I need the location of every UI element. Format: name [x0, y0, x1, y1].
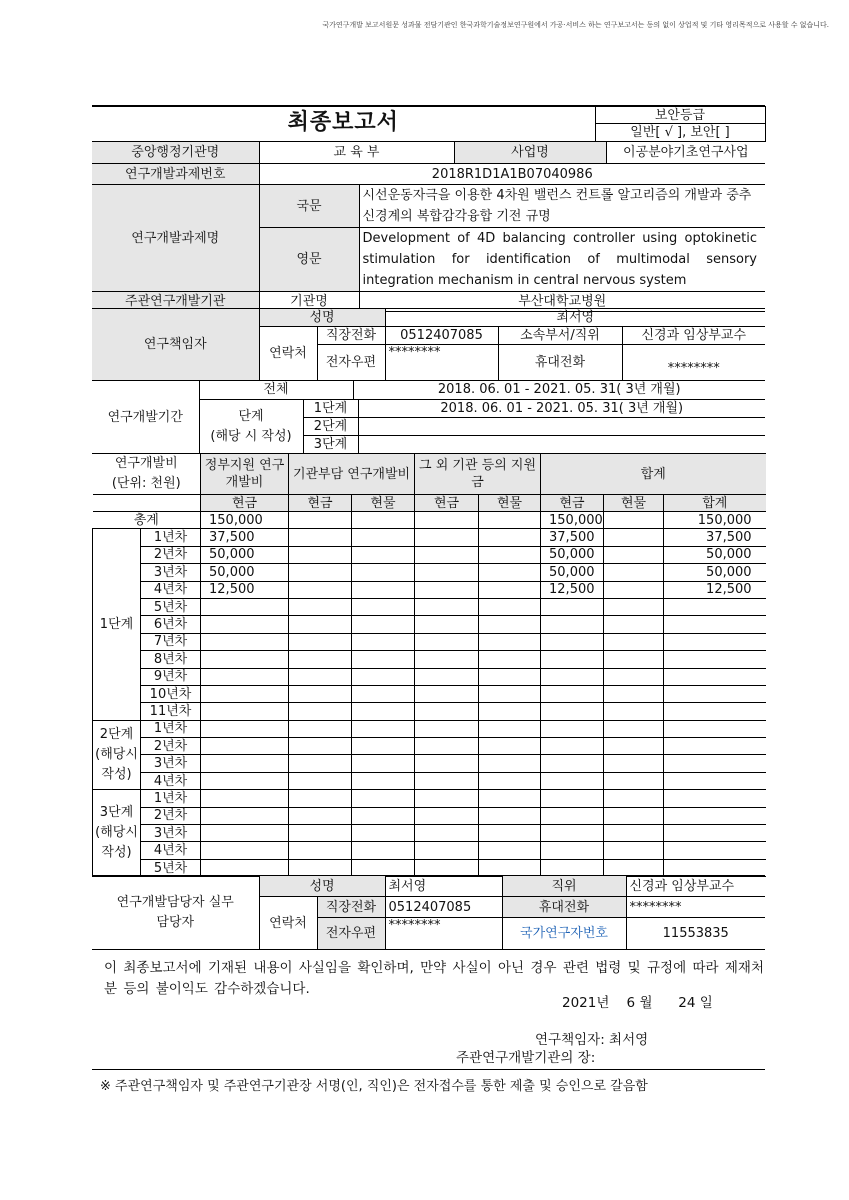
budget-cell [604, 790, 664, 807]
budget-year-label: 7년차 [141, 633, 201, 650]
budget-cell [479, 738, 541, 755]
period-stage-note: (해당 시 작성) [210, 428, 292, 444]
budget-cell [289, 755, 352, 772]
budget-cell [415, 546, 479, 563]
budget-year-label: 1년차 [141, 529, 201, 546]
copyright-notice: 국가연구개발 보고서원문 성과물 전담기관인 한국과학기술정보연구원에서 가공·서비스 하는 연구보고서는 동의 없이 상업적 및 기타 영리목적으로 사용할 수 없습니다. [322, 21, 829, 29]
period-stage-3-value [358, 436, 765, 454]
budget-year-label: 3년차 [141, 564, 201, 581]
budget-cell [664, 807, 766, 824]
budget-cell [541, 825, 604, 842]
eng-label: 영문 [259, 228, 359, 292]
budget-cell [664, 633, 766, 650]
budget-cell [201, 668, 289, 685]
budget-year-label: 3년차 [141, 825, 201, 842]
budget-year-label: 3년차 [141, 755, 201, 772]
budget-cell [479, 755, 541, 772]
staff-researcher-no-label: 국가연구자번호 [502, 918, 626, 950]
budget-cell [289, 825, 352, 842]
budget-org-cash: 현금 [289, 495, 352, 512]
budget-cell [479, 512, 541, 529]
budget-cell [541, 668, 604, 685]
budget-cell [415, 755, 479, 772]
budget-cell [604, 685, 664, 702]
org-name-value: 부산대학교병원 [359, 292, 765, 312]
budget-cell [352, 651, 415, 668]
budget-col-other: 그 외 기관 등의 지원금 [415, 454, 541, 495]
budget-cell: 150,000 [201, 512, 289, 529]
budget-cell [352, 772, 415, 789]
budget-cell [289, 738, 352, 755]
budget-cell [415, 668, 479, 685]
staff-position-label: 직위 [502, 876, 626, 897]
budget-table [92, 453, 766, 877]
program-value: 이공분야기초연구사업 [606, 142, 765, 164]
budget-cell [604, 581, 664, 598]
budget-year-label: 4년차 [141, 842, 201, 859]
budget-total-label: 총계 [93, 512, 201, 529]
budget-stage2-label: 2단계 (해당시 작성) [93, 720, 141, 790]
budget-cell [664, 755, 766, 772]
budget-cell [289, 529, 352, 546]
budget-cell [352, 633, 415, 650]
budget-cell [604, 616, 664, 633]
budget-cell: 150,000 [541, 512, 604, 529]
org-name-label: 기관명 [259, 292, 359, 312]
budget-cell [664, 842, 766, 859]
budget-cell [604, 842, 664, 859]
budget-cell [352, 703, 415, 720]
budget-cell [604, 564, 664, 581]
budget-cell [415, 651, 479, 668]
signature-head: 주관연구개발기관의 장: [456, 1050, 596, 1066]
budget-cell [541, 790, 604, 807]
budget-cell [289, 703, 352, 720]
signature-pi: 연구책임자: 최서영 [535, 1032, 649, 1048]
budget-other-kind: 현물 [479, 495, 541, 512]
budget-cell [604, 668, 664, 685]
budget-cell [289, 598, 352, 615]
budget-cell [604, 738, 664, 755]
budget-cell [352, 512, 415, 529]
bottom-rule [92, 1069, 765, 1070]
budget-year-label: 1년차 [141, 790, 201, 807]
budget-col-org: 기관부담 연구개발비 [289, 454, 415, 495]
pi-label: 연구책임자 [92, 309, 259, 381]
budget-cell [604, 529, 664, 546]
staff-label: 연구개발담당자 실무담당자 [92, 876, 259, 950]
budget-year-label: 4년차 [141, 581, 201, 598]
budget-cell [352, 807, 415, 824]
staff-researcher-no-value: 11553835 [626, 918, 765, 950]
kor-title: 시선운동자극을 이용한 4차원 밸런스 컨트롤 알고리즘의 개발과 중추신경계의 복합감각융합 기전 규명 [359, 185, 765, 228]
budget-cell [479, 842, 541, 859]
budget-cell [664, 720, 766, 737]
budget-cell [604, 633, 664, 650]
budget-cell [415, 581, 479, 598]
budget-cell [289, 685, 352, 702]
info-table [92, 141, 765, 312]
budget-year-label: 9년차 [141, 668, 201, 685]
budget-cell [541, 703, 604, 720]
budget-cell [201, 825, 289, 842]
budget-cell [479, 720, 541, 737]
budget-cell [415, 738, 479, 755]
budget-cell [289, 616, 352, 633]
budget-year-label: 11년차 [141, 703, 201, 720]
budget-cell [415, 790, 479, 807]
period-stage-1-label: 1단계 [303, 400, 358, 418]
budget-cell [415, 529, 479, 546]
budget-cell [201, 720, 289, 737]
budget-year-label: 2년차 [141, 546, 201, 563]
budget-cell [604, 807, 664, 824]
budget-cell [479, 651, 541, 668]
budget-cell [604, 755, 664, 772]
budget-cell [289, 546, 352, 563]
budget-cell [541, 651, 604, 668]
budget-cell [201, 703, 289, 720]
agency-label: 중앙행정기관명 [92, 142, 259, 164]
security-value: 일반[ √ ], 보안[ ] [595, 124, 765, 142]
report-title: 최종보고서 [92, 107, 595, 142]
budget-col-gov: 정부지원 연구개발비 [201, 454, 289, 495]
budget-cell [201, 598, 289, 615]
budget-cell [479, 546, 541, 563]
period-stage-3-label: 3단계 [303, 436, 358, 454]
budget-cell [664, 598, 766, 615]
budget-cell [664, 790, 766, 807]
budget-cell: 50,000 [664, 546, 766, 563]
budget-cell [604, 720, 664, 737]
budget-cell [201, 842, 289, 859]
staff-work-phone-label: 직장전화 [317, 897, 385, 918]
budget-org-kind: 현물 [352, 495, 415, 512]
budget-cell [479, 772, 541, 789]
budget-cell: 50,000 [541, 546, 604, 563]
staff-contact-label: 연락처 [259, 897, 317, 950]
budget-cell [201, 616, 289, 633]
budget-cell: 50,000 [201, 546, 289, 563]
budget-cell [479, 807, 541, 824]
pi-name-value: 최서영 [385, 309, 765, 327]
budget-cell [415, 633, 479, 650]
budget-year-label: 6년차 [141, 616, 201, 633]
budget-year-label: 1년차 [141, 720, 201, 737]
budget-cell [289, 581, 352, 598]
budget-cell [415, 842, 479, 859]
period-stage-1-value: 2018. 06. 01 - 2021. 05. 31( 3년 개월) [358, 400, 765, 418]
budget-cell [201, 807, 289, 824]
pi-name-label: 성명 [259, 309, 385, 327]
pi-work-phone-label: 직장전화 [317, 327, 385, 345]
budget-cell [289, 720, 352, 737]
budget-cell [479, 703, 541, 720]
budget-cell [415, 598, 479, 615]
budget-cell [479, 825, 541, 842]
budget-cell [541, 685, 604, 702]
pi-work-phone-value: 0512407085 [385, 327, 498, 345]
budget-cell [664, 651, 766, 668]
budget-cell [415, 512, 479, 529]
budget-cell [201, 633, 289, 650]
agency-value: 교 육 부 [259, 142, 454, 164]
budget-cell [541, 720, 604, 737]
period-label: 연구개발기간 [92, 381, 199, 454]
staff-work-phone-value: 0512407085 [385, 897, 502, 918]
declaration-text: 이 최종보고서에 기재된 내용이 사실임을 확인하며, 만약 사실이 아닌 경우 관련 법령 및 규정에 따라 제재처분 등의 불이익도 감수하겠습니다. [104, 960, 764, 997]
budget-cell [664, 668, 766, 685]
budget-cell [479, 685, 541, 702]
budget-gov-cash: 현금 [201, 495, 289, 512]
budget-cell [664, 772, 766, 789]
budget-cell [352, 546, 415, 563]
budget-cell [415, 825, 479, 842]
budget-cell [352, 755, 415, 772]
budget-cell [415, 685, 479, 702]
budget-cell [415, 720, 479, 737]
budget-cell [604, 512, 664, 529]
budget-cell [352, 668, 415, 685]
budget-cell [479, 616, 541, 633]
budget-cell [352, 842, 415, 859]
period-stage-2-value [358, 418, 765, 436]
budget-cell [664, 703, 766, 720]
budget-cell [352, 616, 415, 633]
budget-sum-cash: 현금 [541, 495, 604, 512]
budget-stage3-label: 3단계 (해당시 작성) [93, 790, 141, 877]
staff-name-label: 성명 [259, 876, 385, 897]
budget-year-label: 4년차 [141, 772, 201, 789]
pi-dept-label: 소속부서/직위 [498, 327, 622, 345]
header-table [92, 106, 766, 142]
security-label: 보안등급 [595, 107, 765, 124]
kor-label: 국문 [259, 185, 359, 228]
budget-cell [541, 598, 604, 615]
staff-name-value: 최서영 [385, 876, 502, 897]
budget-cell [289, 790, 352, 807]
budget-cell: 50,000 [201, 564, 289, 581]
budget-col-sum: 합계 [541, 454, 766, 495]
budget-cell [479, 598, 541, 615]
budget-cell [541, 738, 604, 755]
budget-cell [289, 564, 352, 581]
budget-cell [664, 616, 766, 633]
budget-year-label: 8년차 [141, 651, 201, 668]
budget-cell: 12,500 [664, 581, 766, 598]
budget-cell [289, 633, 352, 650]
budget-cell [352, 564, 415, 581]
budget-cell [541, 807, 604, 824]
budget-cell: 37,500 [201, 529, 289, 546]
budget-year-label: 2년차 [141, 807, 201, 824]
budget-cell [201, 790, 289, 807]
budget-cell: 37,500 [664, 529, 766, 546]
budget-cell [541, 616, 604, 633]
budget-cell [541, 842, 604, 859]
staff-position-value: 신경과 임상부교수 [626, 876, 765, 897]
budget-cell [604, 598, 664, 615]
budget-cell [352, 581, 415, 598]
declaration-date: 2021년 6 월 24 일 [562, 995, 713, 1011]
budget-cell: 12,500 [541, 581, 604, 598]
budget-label: 연구개발비 (단위: 천원) [93, 454, 201, 495]
budget-cell [415, 807, 479, 824]
staff-mobile-label: 휴대전화 [502, 897, 626, 918]
staff-table [92, 875, 765, 950]
budget-cell [604, 703, 664, 720]
budget-cell [415, 703, 479, 720]
budget-cell [604, 651, 664, 668]
budget-cell: 150,000 [664, 512, 766, 529]
budget-cell [415, 616, 479, 633]
task-name-label: 연구개발과제명 [92, 185, 259, 292]
budget-cell [352, 790, 415, 807]
pi-dept-value: 신경과 임상부교수 [622, 327, 765, 345]
budget-cell [289, 651, 352, 668]
pi-contact-label: 연락처 [259, 327, 317, 381]
period-stage-2-label: 2단계 [303, 418, 358, 436]
budget-cell [289, 807, 352, 824]
budget-cell [604, 772, 664, 789]
period-total-label: 전체 [200, 381, 354, 399]
budget-cell [604, 825, 664, 842]
budget-cell [289, 842, 352, 859]
budget-year-label: 5년차 [141, 859, 201, 876]
program-label: 사업명 [454, 142, 606, 164]
pi-email-label: 전자우편 [317, 345, 385, 381]
budget-cell [201, 651, 289, 668]
budget-cell [664, 685, 766, 702]
budget-cell [541, 755, 604, 772]
budget-cell [201, 755, 289, 772]
budget-cell [479, 529, 541, 546]
task-no-value: 2018R1D1A1B07040986 [259, 164, 765, 185]
budget-cell [415, 564, 479, 581]
footnote: ※ 주관연구책임자 및 주관연구기관장 서명(인, 직인)은 전자접수를 통한 제출 및 승인으로 갈음함 [100, 1079, 648, 1094]
budget-cell [541, 633, 604, 650]
budget-cell [201, 772, 289, 789]
budget-cell [201, 685, 289, 702]
budget-cell [604, 546, 664, 563]
eng-title: Development of 4D balancing controller using optokinetic stimulation for identification of multimodal sensory integration mechanism in central nervous system [359, 228, 765, 292]
budget-cell: 50,000 [541, 564, 604, 581]
budget-cell [289, 772, 352, 789]
budget-sum-kind: 현물 [604, 495, 664, 512]
budget-year-label: 10년차 [141, 685, 201, 702]
budget-cell [479, 668, 541, 685]
budget-cell [541, 772, 604, 789]
period-stage-label: 단계 (해당 시 작성) [199, 400, 303, 454]
org-label: 주관연구개발기관 [92, 292, 259, 312]
budget-stage1-label: 1단계 [93, 529, 141, 720]
staff-mobile-value: ******** [626, 897, 765, 918]
budget-unit: (단위: 천원) [111, 476, 181, 491]
pi-table [92, 308, 765, 381]
budget-cell [201, 738, 289, 755]
budget-cell: 12,500 [201, 581, 289, 598]
period-total-value: 2018. 06. 01 - 2021. 05. 31( 3년 개월) [437, 382, 681, 397]
task-no-label: 연구개발과제번호 [92, 164, 259, 185]
budget-cell [415, 772, 479, 789]
budget-year-label: 2년차 [141, 738, 201, 755]
budget-cell [664, 825, 766, 842]
budget-sum-total: 합계 [664, 495, 766, 512]
budget-other-cash: 현금 [415, 495, 479, 512]
pi-mobile-label: 휴대전화 [498, 345, 622, 381]
budget-cell [352, 598, 415, 615]
pi-mobile-value: ******** [622, 345, 765, 381]
budget-cell [289, 668, 352, 685]
staff-email-label: 전자우편 [317, 918, 385, 950]
staff-email-value: ******** [385, 918, 502, 950]
budget-cell [479, 564, 541, 581]
budget-cell [352, 685, 415, 702]
budget-year-label: 5년차 [141, 598, 201, 615]
budget-cell: 37,500 [541, 529, 604, 546]
budget-cell: 50,000 [664, 564, 766, 581]
budget-cell [289, 512, 352, 529]
budget-cell [352, 529, 415, 546]
budget-cell [479, 790, 541, 807]
budget-cell [479, 633, 541, 650]
period-table [92, 380, 765, 454]
pi-email-value: ******** [385, 345, 498, 381]
budget-cell [664, 738, 766, 755]
budget-cell [352, 720, 415, 737]
budget-cell [479, 581, 541, 598]
budget-cell [352, 825, 415, 842]
budget-cell [352, 738, 415, 755]
